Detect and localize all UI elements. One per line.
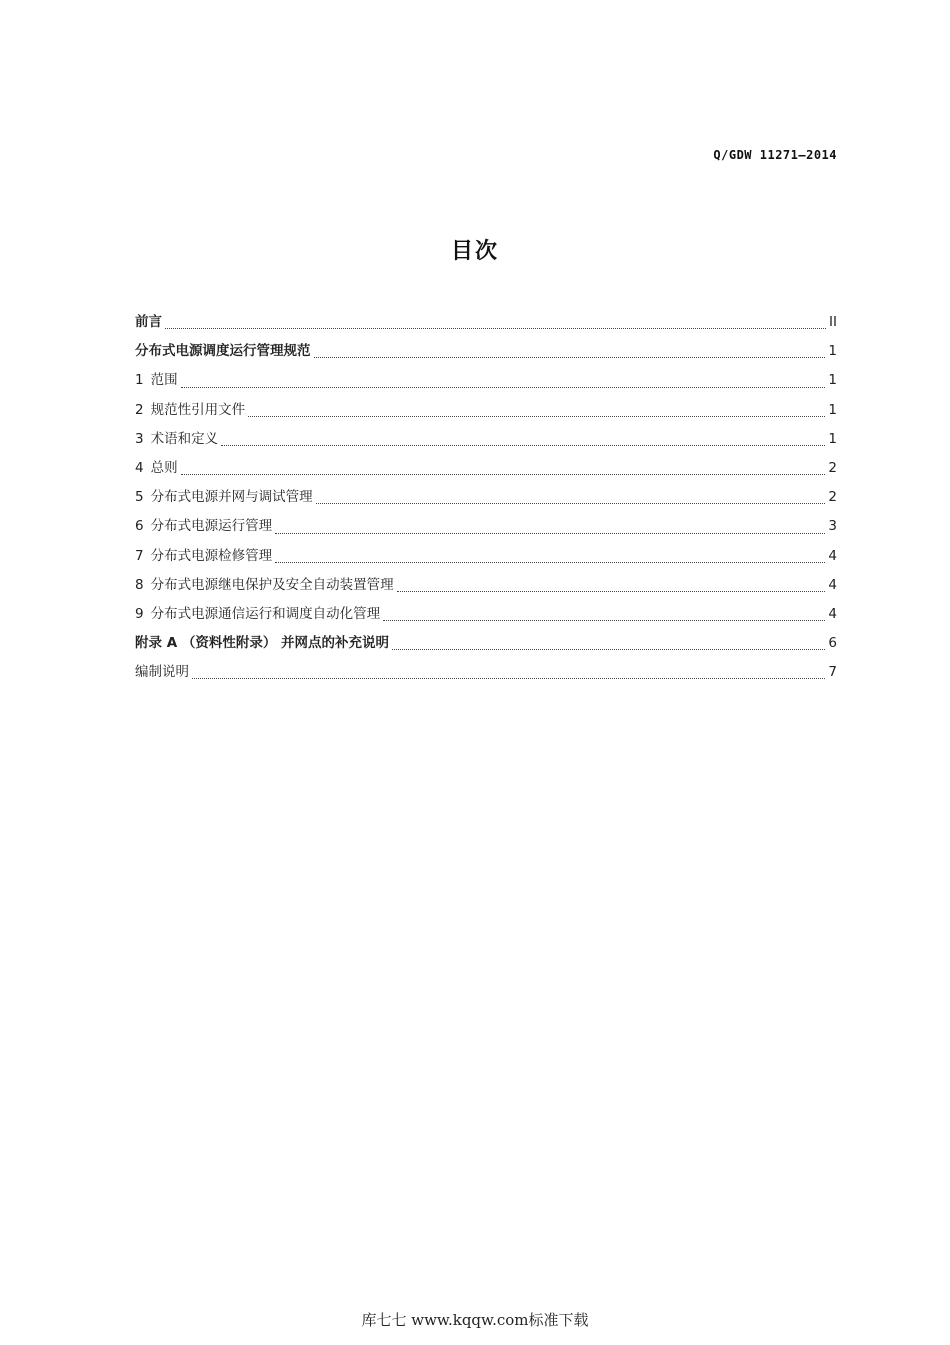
- page-title: 目次: [450, 239, 499, 264]
- toc-entry[interactable]: [135, 544, 837, 573]
- toc-entry[interactable]: [135, 310, 837, 339]
- toc-entry[interactable]: [135, 514, 837, 543]
- toc-entry[interactable]: [135, 573, 837, 602]
- toc-dot-leader: [397, 591, 826, 592]
- toc-entry[interactable]: [135, 631, 837, 660]
- toc-entry[interactable]: [135, 339, 837, 368]
- toc-entry-title: 范围: [150, 372, 178, 389]
- toc-entry[interactable]: [135, 427, 837, 456]
- toc-entry-title: 规范性引用文件: [150, 401, 246, 418]
- toc-entry-number: 9: [135, 605, 144, 622]
- toc-entry[interactable]: [135, 660, 837, 689]
- toc-entry-number: 5: [135, 489, 144, 506]
- toc-entry-title: 分布式电源继电保护及安全自动装置管理: [150, 576, 394, 593]
- toc-entry-number: 1: [135, 372, 144, 389]
- toc-dot-leader: [248, 416, 825, 417]
- toc-entry[interactable]: [135, 602, 837, 631]
- toc-dot-leader: [383, 620, 825, 621]
- toc-entry-page: 1: [828, 430, 837, 447]
- toc-entry-page: II: [829, 314, 837, 330]
- toc-dot-leader: [316, 503, 826, 504]
- toc-entry-page: 6: [828, 635, 837, 652]
- toc-entry-title: 分布式电源运行管理: [150, 518, 273, 535]
- toc-entry-title: 术语和定义: [150, 430, 219, 447]
- toc-entry-page: 3: [828, 518, 837, 535]
- toc-entry-page: 1: [828, 343, 837, 360]
- toc-entry-title: 编制说明: [135, 664, 189, 681]
- toc-entry-title: 分布式电源检修管理: [150, 547, 273, 564]
- toc-dot-leader: [275, 562, 825, 563]
- toc-entry-page: 4: [828, 547, 837, 564]
- toc-entry-page: 1: [828, 372, 837, 389]
- toc-dot-leader: [275, 533, 825, 534]
- toc-entry-page: 2: [828, 459, 837, 476]
- toc-entry[interactable]: [135, 485, 837, 514]
- toc-dot-leader: [165, 328, 826, 329]
- toc-dot-leader: [221, 445, 825, 446]
- toc-entry[interactable]: [135, 368, 837, 397]
- toc-entry-title: 附录 A （资料性附录） 并网点的补充说明: [135, 635, 390, 652]
- footer-watermark: 库七七 www.kqqw.com标准下载: [361, 1311, 589, 1329]
- toc-entry[interactable]: [135, 398, 837, 427]
- toc-dot-leader: [314, 357, 826, 358]
- toc-entry-page: 1: [828, 401, 837, 418]
- toc-entry-number: 4: [135, 459, 144, 476]
- toc-entry-number: 2: [135, 401, 144, 418]
- toc-entry-page: 4: [828, 576, 837, 593]
- toc-dot-leader: [181, 474, 826, 475]
- toc-entry-page: 4: [828, 605, 837, 622]
- toc-entry-title: 分布式电源通信运行和调度自动化管理: [150, 605, 381, 622]
- toc-entry-title: 总则: [150, 459, 178, 476]
- toc-entry-number: 8: [135, 576, 144, 593]
- toc-dot-leader: [181, 387, 826, 388]
- toc-entry-page: 7: [828, 664, 837, 681]
- toc-entry-page: 2: [828, 489, 837, 506]
- toc-entry-number: 6: [135, 518, 144, 535]
- toc-entry-number: 7: [135, 547, 144, 564]
- document-code: Q/GDW 11271—2014: [713, 148, 837, 162]
- toc-dot-leader: [392, 649, 825, 650]
- toc-entry-title: 前言: [135, 314, 162, 330]
- toc-entry-title: 分布式电源调度运行管理规范: [135, 343, 311, 360]
- toc-dot-leader: [192, 678, 825, 679]
- toc-entry-number: 3: [135, 430, 144, 447]
- toc-entry-title: 分布式电源并网与调试管理: [150, 489, 313, 506]
- toc-entry[interactable]: [135, 456, 837, 485]
- table-of-contents: [135, 310, 837, 689]
